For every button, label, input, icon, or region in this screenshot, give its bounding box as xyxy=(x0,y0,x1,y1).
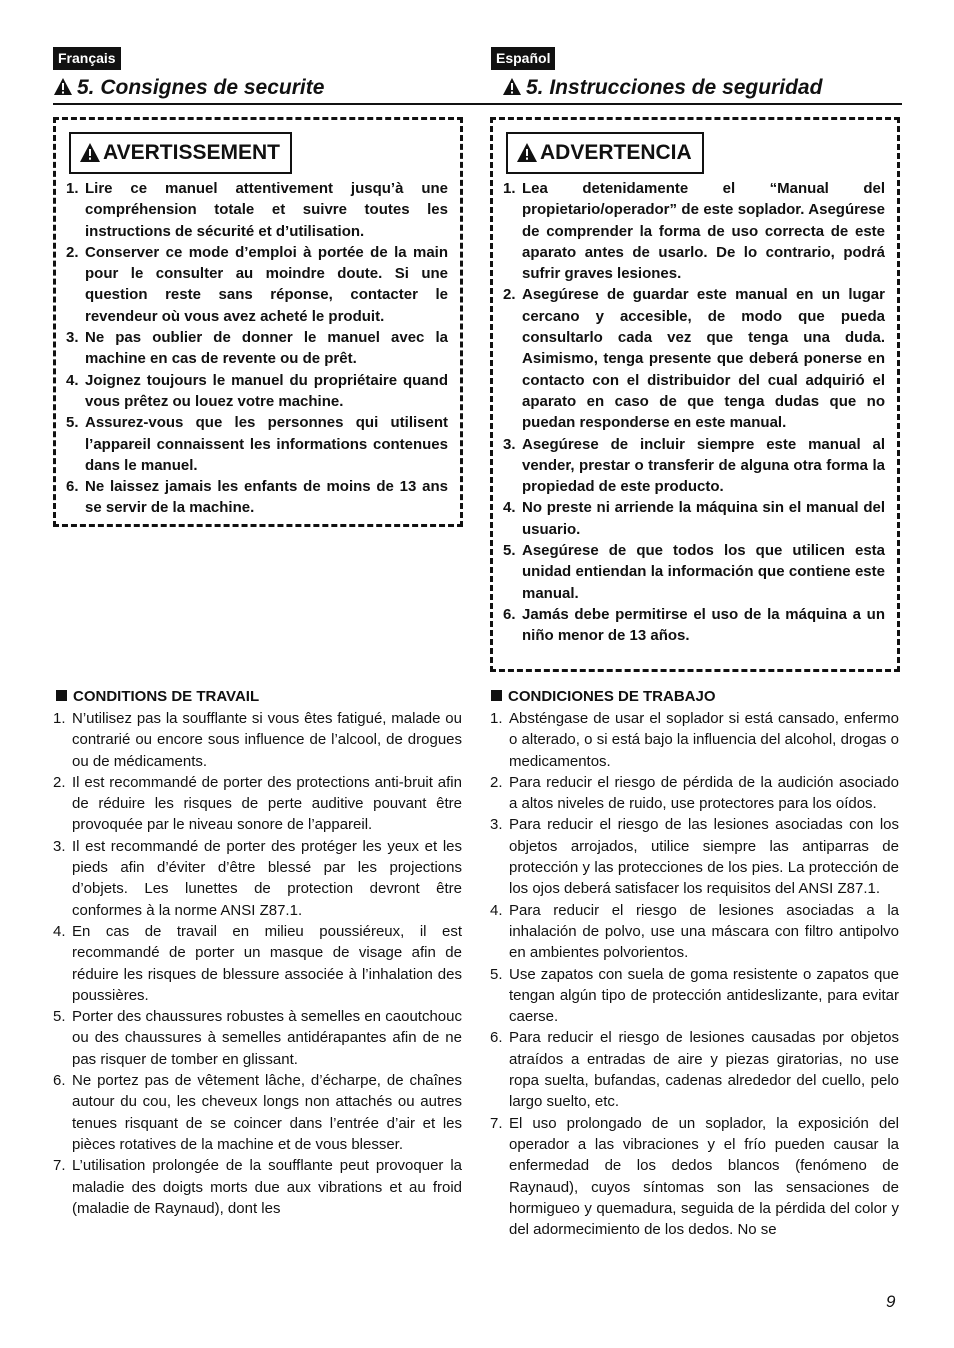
item-text: El uso prolongado de un soplador, la exposición del operador a las vibraciones y el frío pueden causar la enfermedad de los dedos blancos (fenómeno de Raynaud), cuyos síntomas son las sensaciones de hormigueo y quemadura, seguida de la pérdida del color y del adormecimiento de los dedos. No se xyxy=(509,1114,899,1239)
title-rule xyxy=(53,103,466,105)
item-number: 5. xyxy=(53,1008,66,1026)
item-number: 3. xyxy=(503,435,516,453)
warning-triangle-icon xyxy=(53,76,73,104)
item-number: 6. xyxy=(66,478,79,496)
list-item xyxy=(53,921,462,1006)
item-number: 2. xyxy=(66,243,79,261)
title-rule xyxy=(465,103,902,105)
square-bullet-icon xyxy=(56,690,67,701)
warning-label-text: AVERTISSEMENT xyxy=(103,141,280,164)
conditions-title-french xyxy=(56,686,259,707)
square-bullet-icon xyxy=(491,690,502,701)
item-number: 6. xyxy=(490,1029,503,1047)
item-number: 5. xyxy=(503,542,516,560)
item-text: Use zapatos con suela de goma resistente o zapatos que tengan algún tipo de protección antideslizante, para evitar caerse. xyxy=(509,965,899,1026)
item-text: Lea detenidamente el “Manual del propietario/operador” de este soplador. Asegúrese de comprender la forma de uso correcta de este aparato antes de usarlo. De lo contrario, podrá sufrir graves lesiones. xyxy=(522,180,885,283)
item-text: Porter des chaussures robustes à semelles en caoutchouc ou des chaussures à semelles antidérapantes afin de ne pas risquer de tomber en glissant. xyxy=(72,1008,462,1068)
list-item xyxy=(53,708,462,772)
item-text: Absténgase de usar el soplador si está cansado, enfermo o alterado, o si está bajo la influencia del alcohol, drogas o medicamentos. xyxy=(509,710,899,770)
warning-box-french xyxy=(53,117,463,527)
item-text: Para reducir el riesgo de lesiones causadas por objetos atraídos a entradas de aire y piezas giratorias, no use ropa suelta, bufandas, cadenas alrededor del cuello, pelo largo suelto, etc. xyxy=(509,1029,899,1111)
conditions-list xyxy=(490,708,899,1240)
conditions-list xyxy=(53,708,462,1219)
item-text: Para reducir el riesgo de lesiones asociadas a la inhalación de polvo, use una máscara con filtro antipolvo en ambientes polvorientos. xyxy=(509,901,899,962)
list-item xyxy=(53,1155,462,1219)
list-item xyxy=(490,900,899,964)
section-title-french xyxy=(53,74,324,104)
section-title-text: 5. Consignes de securite xyxy=(77,76,325,99)
list-item xyxy=(503,497,885,540)
warning-triangle-icon xyxy=(79,142,101,163)
list-item xyxy=(503,434,885,498)
language-tag-french: Français xyxy=(53,47,121,70)
item-number: 1. xyxy=(503,180,516,197)
section-title-text: 5. Instrucciones de seguridad xyxy=(526,76,823,99)
list-item xyxy=(503,540,885,604)
list-item xyxy=(490,772,899,815)
list-item xyxy=(490,1113,899,1241)
item-number: 4. xyxy=(53,922,66,940)
item-text: Lire ce manuel attentivement jusqu’à une compréhension totale et suivre toutes les instructions de sécurité et d’utilisation. xyxy=(85,180,448,240)
item-text: L’utilisation prolongée de la soufflante peut provoquer la maladie des doigts morts due aux vibrations et au froid (maladie de Raynaud), dont les xyxy=(72,1157,462,1217)
list-item xyxy=(490,964,899,1028)
conditions-title-text: CONDICIONES DE TRABAJO xyxy=(508,688,716,705)
conditions-title-text: CONDITIONS DE TRAVAIL xyxy=(73,688,260,705)
warning-list xyxy=(66,178,448,519)
list-item xyxy=(490,708,899,772)
item-text: No preste ni arriende la máquina sin el manual del usuario. xyxy=(522,499,885,538)
item-number: 3. xyxy=(490,816,503,834)
item-text: En cas de travail en milieu poussiéreux, il est recommandé de porter un masque de visage afin de réduire les risques de blessure associée à l’inhalation des poussières. xyxy=(72,922,462,1004)
list-item xyxy=(66,370,448,413)
page-number: 9 xyxy=(886,1292,896,1311)
item-number: 1. xyxy=(66,180,79,197)
list-item xyxy=(490,814,899,899)
item-text: Ne portez pas de vêtement lâche, d’écharpe, de chaînes autour du cou, les cheveux longs non attachés ou autres tenues risquant de se coincer dans l’entrée d’air et les pièces rotatives de la machine et de vous blesser. xyxy=(72,1072,462,1153)
list-item xyxy=(503,604,885,647)
warning-label-text: ADVERTENCIA xyxy=(540,141,692,164)
item-number: 5. xyxy=(490,965,503,983)
list-item xyxy=(53,836,462,921)
item-number: 2. xyxy=(503,286,516,304)
item-text: Conserver ce mode d’emploi à portée de la main pour le consulter au moindre doute. Si une question reste sans réponse, contacter le revendeur où vous avez acheté le produit. xyxy=(85,243,448,325)
warning-box-spanish xyxy=(490,117,900,672)
list-item xyxy=(53,1070,462,1155)
list-item xyxy=(66,327,448,370)
conditions-title-spanish xyxy=(491,686,716,707)
list-item xyxy=(66,242,448,327)
item-number: 3. xyxy=(53,837,66,855)
section-title-spanish xyxy=(502,74,822,104)
list-item xyxy=(66,412,448,476)
item-text: Joignez toujours le manuel du propriétaire quand vous prêtez ou louez votre machine. xyxy=(85,371,448,410)
item-number: 3. xyxy=(66,329,79,347)
item-number: 4. xyxy=(503,499,516,517)
list-item xyxy=(53,772,462,836)
item-number: 7. xyxy=(53,1157,66,1175)
item-text: Assurez-vous que les personnes qui utilisent l’appareil connaissent les informations contenues dans le manuel. xyxy=(85,414,448,474)
item-text: Ne laissez jamais les enfants de moins de 13 ans se servir de la machine. xyxy=(85,478,448,517)
item-text: Asegúrese de incluir siempre este manual al vender, prestar o transferir de alguna otra forma la propiedad de este producto. xyxy=(522,435,885,496)
item-text: Jamás debe permitirse el uso de la máquina a un niño menor de 13 años. xyxy=(522,605,885,645)
list-item xyxy=(503,284,885,433)
item-number: 4. xyxy=(490,901,503,919)
item-text: Para reducir el riesgo de pérdida de la audición asociado a altos niveles de ruido, use protectores para los oídos. xyxy=(509,773,899,813)
item-number: 7. xyxy=(490,1114,503,1132)
item-text: Para reducir el riesgo de las lesiones asociadas con los objetos arrojados, utilice siempre las antiparras de protección y las protecciones de los pies. La protección de los ojos deberá satisfacer los requisitos del ANSI Z87.1. xyxy=(509,816,899,898)
warning-label xyxy=(506,132,704,174)
list-item xyxy=(66,178,448,242)
list-item xyxy=(66,476,448,519)
item-text: Il est recommandé de porter des protéger les yeux et les pieds afin d’éviter d’être blessé par les projections d’objets. Les lunettes de protection devront être conformes à la norme ANSI Z87.1. xyxy=(72,837,462,919)
list-item xyxy=(490,1027,899,1112)
item-text: N’utilisez pas la soufflante si vous êtes fatigué, malade ou contrarié ou encore sous influence de l’alcool, de drogues ou de médicaments. xyxy=(72,710,462,770)
item-number: 2. xyxy=(53,773,66,791)
item-text: Asegúrese de que todos los que utilicen esta unidad entiendan la información que contiene este manual. xyxy=(522,542,885,602)
item-number: 1. xyxy=(53,710,66,727)
item-number: 2. xyxy=(490,773,503,791)
language-tag-spanish: Español xyxy=(491,47,555,70)
item-number: 6. xyxy=(53,1072,66,1090)
list-item xyxy=(53,1006,462,1070)
warning-list xyxy=(503,178,885,647)
item-number: 6. xyxy=(503,605,516,623)
list-item xyxy=(503,178,885,284)
warning-triangle-icon xyxy=(502,76,522,104)
warning-label xyxy=(69,132,292,174)
item-number: 5. xyxy=(66,414,79,432)
item-text: Il est recommandé de porter des protections anti-bruit afin de réduire les risques de perte auditive pouvant être provoquée par le niveau sonore de l’appareil. xyxy=(72,773,462,834)
warning-triangle-icon xyxy=(516,142,538,163)
item-text: Asegúrese de guardar este manual en un lugar cercano y accesible, de modo que pueda consultarlo cada vez que tenga una duda. Asimismo, tenga presente que deberá ponerse en contacto con el distribuidor del cual adquirió el aparato en caso de que tenga dudas que no puedan responderse en este manual. xyxy=(522,286,885,432)
item-number: 1. xyxy=(490,710,503,727)
item-text: Ne pas oublier de donner le manuel avec la machine en cas de revente ou de prêt. xyxy=(85,329,448,368)
item-number: 4. xyxy=(66,371,79,389)
